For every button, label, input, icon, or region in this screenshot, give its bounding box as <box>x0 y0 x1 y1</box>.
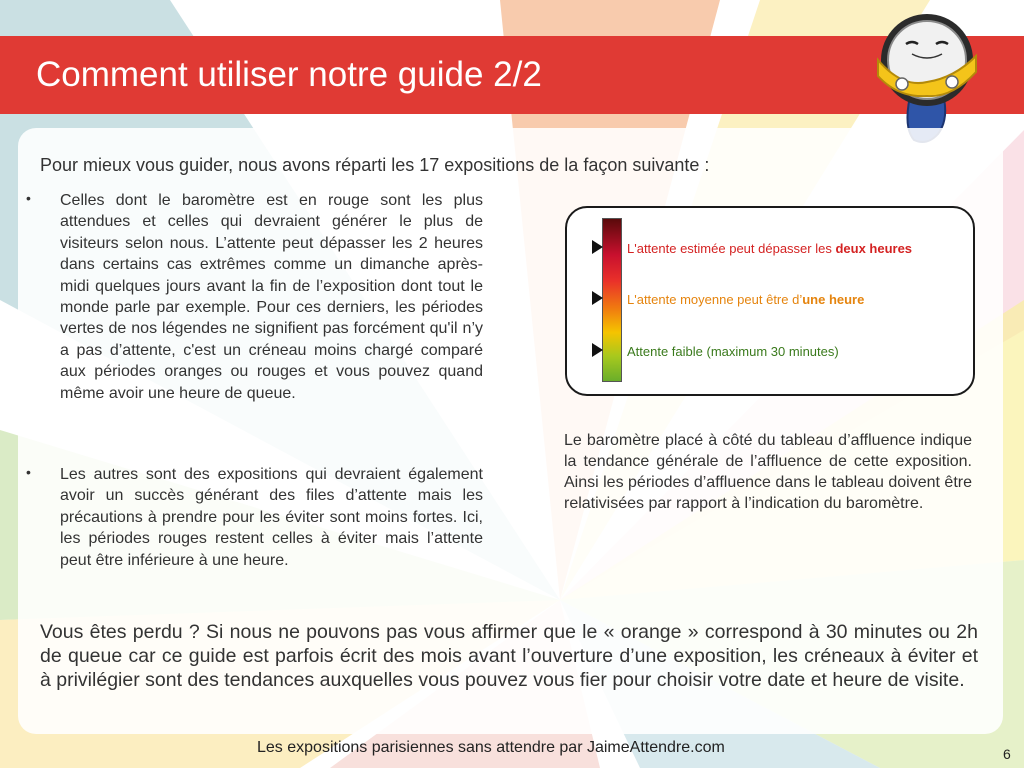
barometer-label-high-emphasis: deux heures <box>835 241 913 256</box>
page-number: 6 <box>1003 746 1011 762</box>
barometer-gradient <box>602 218 622 382</box>
barometer-label-low-text: Attente faible (maximum 30 minutes) <box>627 344 839 359</box>
barometer-label-medium-text: L'attente moyenne peut être d’ <box>627 292 803 307</box>
barometer-label-medium <box>627 292 864 307</box>
triangle-right-icon <box>592 291 603 305</box>
barometer-label-low <box>627 344 839 359</box>
bullet-text: Les autres sont des expositions qui devraient également avoir un succès générant des files d’attente mais les précautions à prendre pour les éviter sont moins fortes. Ici, les périodes rouges restent celles à éviter mais l’attente peut être inférieure à une heure. <box>60 466 483 569</box>
bullet-item-red <box>26 190 483 404</box>
barometer-explanation: Le baromètre placé à côté du tableau d’affluence indique la tendance générale de l’affluence de cette exposition. Ainsi les périodes d’affluence dans le tableau doivent être relativisées par rapport à l’indication du baromètre. <box>564 432 972 512</box>
bullet-text: Celles dont le baromètre est en rouge sont les plus attendues et celles qui devraient générer le plus de visiteurs selon nous. L’attente peut dépasser les 2 heures dans certains cas extrêmes comme un dimanche après-midi quelques jours avant la fin de l’exposition dont tout le monde parle par exemple. Pour ces derniers, les périodes vertes de nos légendes ne signifient pas forcément qu'il n’y a pas d’attente, c'est un créneau moins chargé comparé aux périodes oranges ou rouges et vous pouvez quand même avoir une heure de queue. <box>60 192 483 402</box>
footer-text: Les expositions parisiennes sans attendre par JaimeAttendre.com <box>257 739 725 756</box>
slide-title: Comment utiliser notre guide 2/2 <box>36 55 542 94</box>
triangle-right-icon <box>592 240 603 254</box>
triangle-right-icon <box>592 343 603 357</box>
conclusion-text: Vous êtes perdu ? Si nous ne pouvons pas vous affirmer que le « orange » correspond à 30 minutes ou 2h de queue car ce guide est parfois écrit des mois avant l’ouverture d’une exposition, les créneaux à éviter et à privilégier sont des tendances auxquelles vous pouvez vous fier pour choisir votre date et heure de visite. <box>40 621 978 691</box>
bullet-dot-icon: • <box>26 464 31 480</box>
clock-mascot-icon <box>872 8 982 146</box>
bullet-item-other <box>26 464 483 571</box>
barometer-label-high-text: L'attente estimée peut dépasser les <box>627 241 836 256</box>
barometer-label-high <box>627 241 912 256</box>
barometer-label-medium-emphasis: une heure <box>802 292 865 307</box>
bullet-dot-icon: • <box>26 190 31 206</box>
intro-text: Pour mieux vous guider, nous avons réparti les 17 expositions de la façon suivante : <box>40 155 710 175</box>
